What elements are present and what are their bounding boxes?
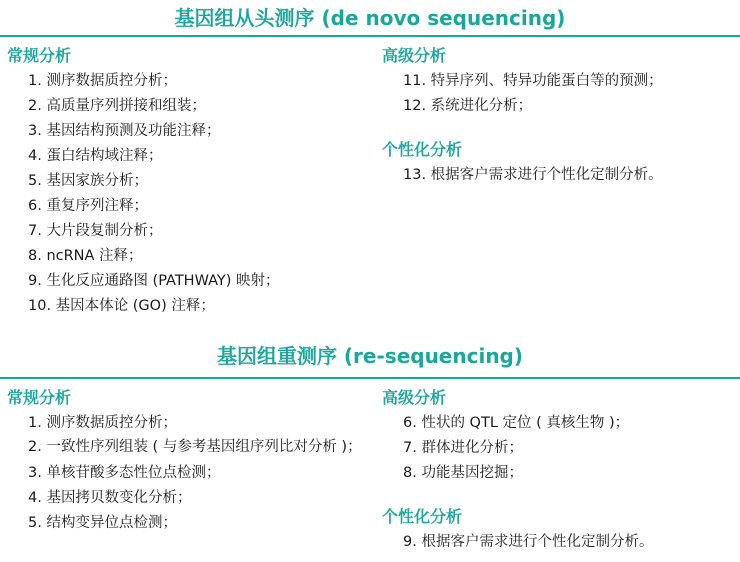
reseq-custom-heading: 个性化分析 [382, 507, 463, 526]
reseq-advanced-column [382, 387, 653, 555]
list-item: 12. 系统进化分析； [403, 98, 533, 114]
list-item: 4. 蛋白结构域注释； [28, 148, 163, 164]
reseq-custom-list [403, 530, 653, 555]
list-item: 8. ncRNA 注释； [28, 248, 143, 264]
reseq-advanced-list [403, 411, 653, 486]
list-item: 2. 高质量序列拼接和组装； [28, 98, 206, 114]
reseq-regular-list [28, 411, 373, 536]
denovo-regular-column [7, 45, 280, 319]
denovo-advanced-list [403, 69, 663, 119]
denovo-custom-list [403, 163, 663, 188]
list-item: 4. 基因拷贝数变化分析； [28, 490, 192, 506]
list-item: 6. 性状的 QTL 定位 ( 真核生物 )； [403, 415, 630, 431]
reseq-advanced-heading: 高级分析 [382, 388, 447, 407]
denovo-regular-heading: 常规分析 [7, 46, 72, 65]
list-item: 1. 测序数据质控分析； [28, 415, 177, 431]
denovo-advanced-column [382, 45, 663, 188]
list-item: 1. 测序数据质控分析； [28, 73, 177, 89]
reseq-title: 基因组重测序 (re-sequencing) [216, 344, 524, 368]
denovo-title: 基因组从头测序 (de novo sequencing) [174, 6, 566, 30]
list-item: 5. 结构变异位点检测； [28, 515, 177, 531]
list-item: 7. 大片段复制分析； [28, 223, 163, 239]
denovo-advanced-heading: 高级分析 [382, 46, 447, 65]
reseq-divider [0, 377, 740, 379]
list-item: 3. 单核苷酸多态性位点检测； [28, 465, 221, 481]
denovo-custom-heading: 个性化分析 [382, 140, 463, 159]
list-item: 13. 根据客户需求进行个性化定制分析。 [403, 167, 663, 183]
list-item: 9. 生化反应通路图 (PATHWAY) 映射； [28, 273, 280, 289]
list-item: 2. 一致性序列组装 ( 与参考基因组序列比对分析 )； [28, 439, 362, 455]
list-item: 11. 特异序列、特异功能蛋白等的预测； [403, 73, 663, 89]
list-item: 7. 群体进化分析； [403, 440, 523, 456]
list-item: 8. 功能基因挖掘； [403, 465, 523, 481]
denovo-divider [0, 35, 740, 37]
reseq-regular-column [7, 387, 373, 536]
list-item: 3. 基因结构预测及功能注释； [28, 123, 221, 139]
list-item: 6. 重复序列注释； [28, 198, 148, 214]
denovo-regular-list [28, 69, 280, 319]
list-item: 9. 根据客户需求进行个性化定制分析。 [403, 534, 654, 550]
reseq-regular-heading: 常规分析 [7, 388, 72, 407]
list-item: 10. 基因本体论 (GO) 注释； [28, 298, 215, 314]
list-item: 5. 基因家族分析； [28, 173, 148, 189]
